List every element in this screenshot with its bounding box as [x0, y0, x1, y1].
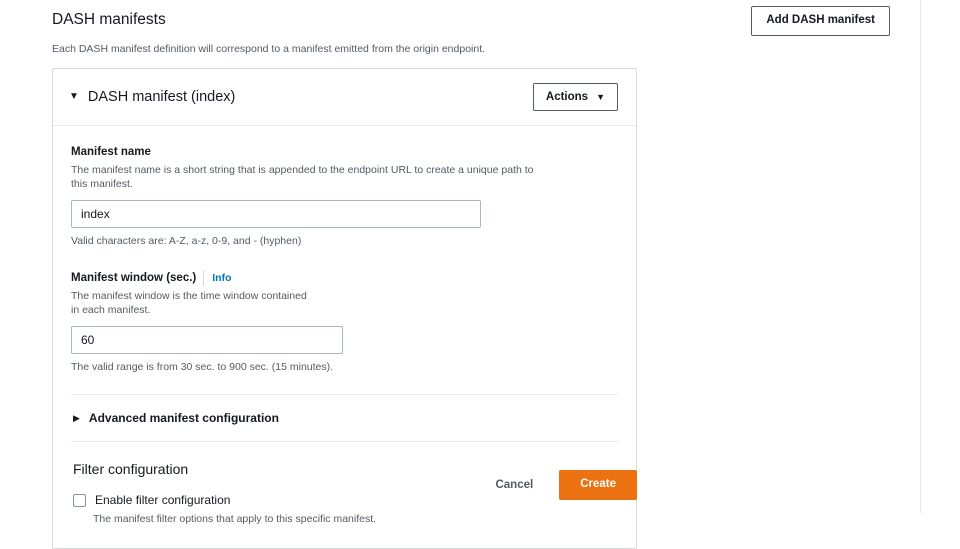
enable-filter-configuration-description: The manifest filter options that apply to this specific manifest.: [93, 513, 377, 525]
manifest-name-label: [71, 144, 618, 160]
card-title: DASH manifest (index): [87, 89, 236, 105]
manifest-name-field: [71, 144, 618, 248]
card-header-left: [69, 88, 235, 106]
chevron-right-icon: ▶: [73, 412, 80, 423]
manifest-name-hint: Valid characters are: A-Z, a-z, 0-9, and - (hyphen): [71, 235, 302, 247]
manifest-name-description: The manifest name is a short string that is appended to the endpoint URL to create a unique path to this manifest.: [71, 164, 534, 190]
card-header: [53, 69, 636, 126]
actions-button-label: Actions: [545, 91, 589, 103]
actions-button[interactable]: [533, 83, 618, 111]
manifest-window-hint: The valid range is from 30 sec. to 900 sec. (15 minutes).: [71, 361, 334, 373]
create-button[interactable]: Create: [559, 470, 637, 500]
manifest-window-field: [71, 270, 618, 374]
advanced-manifest-configuration-expander[interactable]: [71, 395, 618, 441]
cancel-button[interactable]: Cancel: [481, 471, 547, 499]
section-description: Each DASH manifest definition will correspond to a manifest emitted from the origin endpoint.: [52, 42, 486, 55]
filter-configuration-title: Filter configuration: [73, 461, 189, 477]
add-dash-manifest-button[interactable]: Add DASH manifest: [751, 6, 890, 36]
right-gutter: [920, 0, 960, 513]
divider: [71, 441, 618, 442]
manifest-window-label-text: Manifest window (sec.): [71, 272, 197, 284]
advanced-manifest-configuration-label: Advanced manifest configuration: [88, 411, 279, 425]
enable-filter-configuration-label: Enable filter configuration: [95, 493, 231, 507]
form-footer: [0, 470, 920, 500]
manifest-window-label: [71, 270, 618, 286]
manifest-window-input[interactable]: [71, 326, 343, 354]
section-header: [0, 0, 920, 36]
manifest-name-input[interactable]: [71, 200, 481, 228]
chevron-down-icon: ▼: [596, 92, 605, 102]
info-link[interactable]: Info: [203, 270, 231, 286]
chevron-down-icon[interactable]: ▼: [69, 91, 79, 102]
manifest-name-label-text: Manifest name: [71, 146, 151, 158]
page-title: DASH manifests: [52, 11, 166, 28]
manifest-window-description: The manifest window is the time window contained in each manifest.: [71, 290, 307, 316]
